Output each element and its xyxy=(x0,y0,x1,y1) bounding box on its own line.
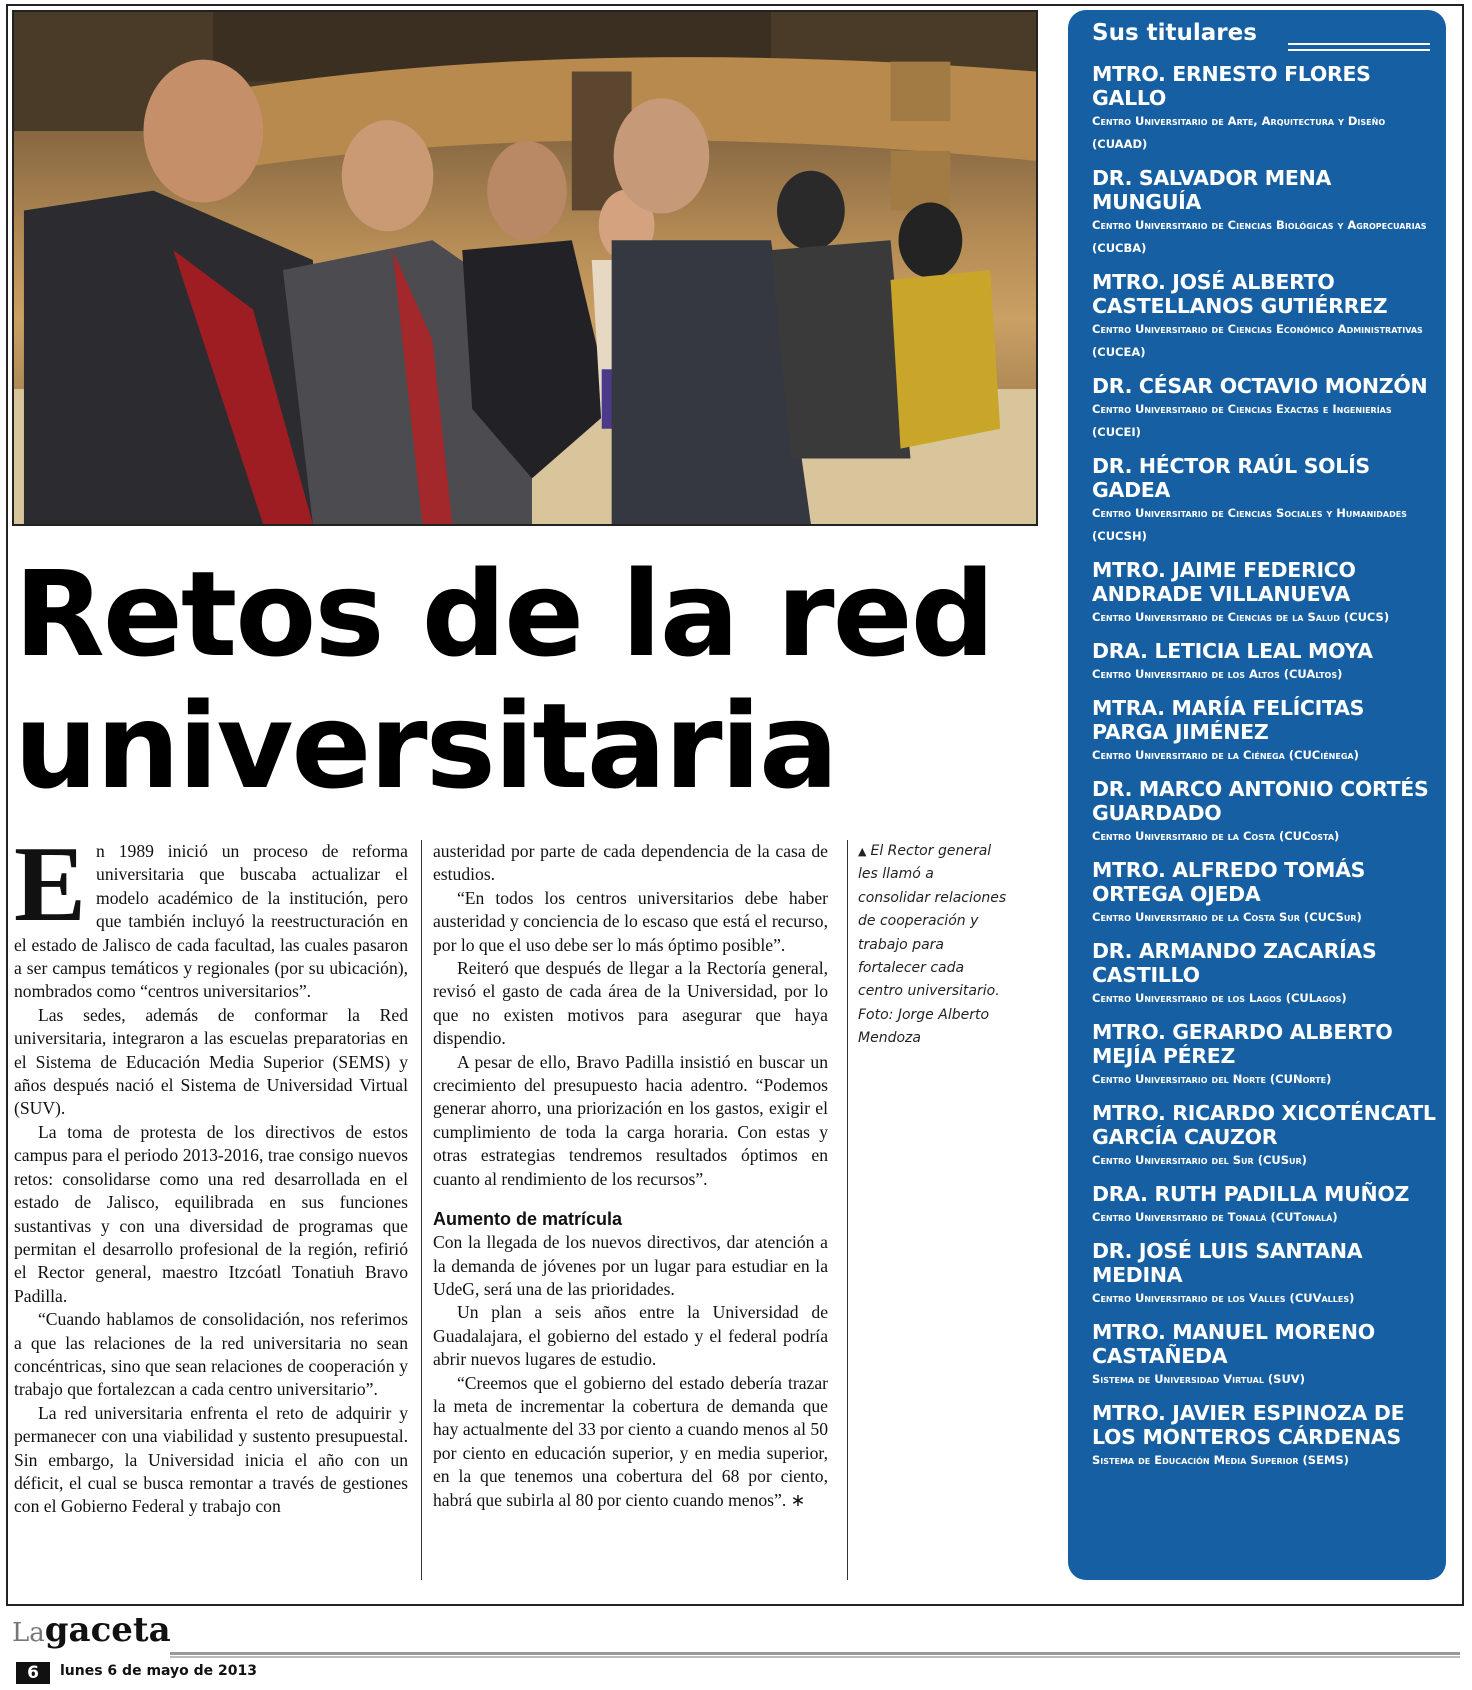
sidebar-entry xyxy=(1092,1182,1446,1229)
center-name: Centro Universitario de Ciencias Económico Administrativas (CUCEA) xyxy=(1092,322,1423,359)
sidebar-entry xyxy=(1092,777,1446,848)
headline xyxy=(14,545,1034,815)
sidebar-entry xyxy=(1092,374,1446,444)
sidebar-entry xyxy=(1092,1101,1446,1172)
article-paragraph: “Cuando hablamos de consolidación, nos referimos a que las relaciones de la red universitaria no sean concéntricas, sino que sean relaciones de cooperación y trabajo que fortalezcan a cada centro universitario”. xyxy=(14,1309,408,1400)
article-paragraph: La red universitaria enfrenta el reto de adquirir y permanecer con una viabilidad y sustento presupuestal. Sin embargo, la Universidad inicia el año con un déficit, el cual se busca remontar a través de gestiones con el Gobierno Federal y trabajo con xyxy=(14,1402,408,1517)
caption-text: El Rector general les llamó a consolidar relaciones de cooperación y trabajo para fortalecer cada centro universitario. Foto: Jorge Alberto Mendoza xyxy=(858,843,1007,1047)
director-name: MTRA. MARÍA FELÍCITAS PARGA JIMÉNEZ xyxy=(1092,696,1365,744)
center-name: Centro Universitario de los Valles (CUValles) xyxy=(1092,1291,1355,1305)
page-number: 6 xyxy=(16,1662,50,1684)
sidebar-entry-list xyxy=(1092,62,1446,1472)
article-paragraph: Un plan a seis años entre la Universidad de Guadalajara, el gobierno del estado y el federal podría abrir nuevos lugares de estudio. xyxy=(433,1302,828,1370)
center-name: Centro Universitario de Arte, Arquitectura y Diseño (CUAAD) xyxy=(1092,114,1386,151)
article-subhead: Aumento de matrícula xyxy=(433,1209,623,1230)
sidebar-entry xyxy=(1092,270,1446,364)
center-name: Centro Universitario de Ciencias Exactas e Ingenierías (CUCEI) xyxy=(1092,402,1392,439)
sidebar-entry xyxy=(1092,858,1446,929)
sidebar-entry xyxy=(1092,939,1446,1010)
center-name: Centro Universitario de la Ciénega (CUCiénega) xyxy=(1092,748,1359,762)
center-name: Centro Universitario de la Costa Sur (CUCSur) xyxy=(1092,910,1362,924)
sidebar-entry xyxy=(1092,1401,1446,1472)
article-column-2 xyxy=(433,840,828,1512)
article-paragraph: Las sedes, además de conformar la Red universitaria, integraron a las escuelas preparatorias en el Sistema de Educación Media Superior (SEMS) y años después nació el Sistema de Universidad Virtual (SUV). xyxy=(14,1004,408,1119)
sidebar-entry xyxy=(1092,639,1446,686)
footer-rule xyxy=(170,1652,1460,1658)
director-name: DR. CÉSAR OCTAVIO MONZÓN xyxy=(1092,374,1428,398)
page-footer xyxy=(12,1610,1460,1683)
center-name: Centro Universitario de Tonalá (CUTonalá) xyxy=(1092,1210,1338,1224)
center-name: Centro Universitario de los Lagos (CULagos) xyxy=(1092,991,1347,1005)
director-name: MTRO. ERNESTO FLORES GALLO xyxy=(1092,62,1371,110)
article-photo xyxy=(12,10,1038,526)
article-column-1 xyxy=(14,825,408,1519)
article-paragraph: n 1989 inició un proceso de reforma universitaria que buscaba actualizar el modelo académico de la institución, pero que también incluyó la reestructuración en el estado de Jalisco de cada facultad, las cuales pasaron a ser campus temáticos y regionales (por su ubicación), nombrados como “centros universitarios”. xyxy=(14,841,408,1002)
center-name: Sistema de Universidad Virtual (SUV) xyxy=(1092,1372,1305,1386)
sidebar-entry xyxy=(1092,1320,1446,1391)
director-name: DRA. LETICIA LEAL MOYA xyxy=(1092,639,1373,663)
center-name: Centro Universitario de los Altos (CUAltos) xyxy=(1092,667,1343,681)
photo-caption xyxy=(858,840,1008,1051)
sidebar-entry xyxy=(1092,1020,1446,1091)
sidebar-entry xyxy=(1092,454,1446,548)
issue-date: lunes 6 de mayo de 2013 xyxy=(60,1663,258,1679)
headline-line-1: Retos de la red xyxy=(14,545,994,683)
article-paragraph: austeridad por parte de cada dependencia de la casa de estudios. xyxy=(433,841,828,885)
gaceta-logo: Lagaceta xyxy=(12,1610,171,1650)
director-name: MTRO. JAIME FEDERICO ANDRADE VILLANUEVA xyxy=(1092,558,1356,606)
article-paragraph: “En todos los centros universitarios debe haber austeridad y conciencia de lo escaso que está el recurso, por lo que el uso debe ser lo más óptimo posible”. xyxy=(433,887,828,955)
director-name: MTRO. MANUEL MORENO CASTAÑEDA xyxy=(1092,1320,1375,1368)
sidebar-title: Sus titulares xyxy=(1092,18,1446,52)
column-divider xyxy=(847,840,848,1580)
article-paragraph: Reiteró que después de llegar a la Rectoría general, revisó el gasto de cada área de la Universidad, por lo que no existen motivos para asegurar que haya dispendio. xyxy=(433,958,828,1049)
column-divider xyxy=(421,840,422,1580)
center-name: Centro Universitario de Ciencias de la Salud (CUCS) xyxy=(1092,610,1390,624)
sidebar-entry xyxy=(1092,696,1446,767)
center-name: Centro Universitario de Ciencias Sociales y Humanidades (CUCSH) xyxy=(1092,506,1407,543)
director-name: DR. ARMANDO ZACARÍAS CASTILLO xyxy=(1092,939,1377,987)
sidebar-entry xyxy=(1092,166,1446,260)
director-name: MTRO. JOSÉ ALBERTO CASTELLANOS GUTIÉRREZ xyxy=(1092,270,1388,318)
center-name: Centro Universitario del Sur (CUSur) xyxy=(1092,1153,1307,1167)
sidebar-entry xyxy=(1092,62,1446,156)
sidebar-entry xyxy=(1092,1239,1446,1310)
director-name: MTRO. JAVIER ESPINOZA DE LOS MONTEROS CÁRDENAS xyxy=(1092,1401,1405,1449)
director-name: DR. HÉCTOR RAÚL SOLÍS GADEA xyxy=(1092,454,1370,502)
director-name: MTRO. ALFREDO TOMÁS ORTEGA OJEDA xyxy=(1092,858,1366,906)
article-paragraph: A pesar de ello, Bravo Padilla insistió en buscar un crecimiento del presupuesto hacia adentro. “Podemos generar ahorro, una priorización en los gastos, exigir el cumplimiento de toda la carga horaria. Con estas y otras estrategias tendremos resultados óptimos en cuanto al rendimiento de los recursos”. xyxy=(433,1051,828,1189)
article-paragraph: “Creemos que el gobierno del estado debería trazar la meta de incrementar la cobertura de demanda que hay actualmente del 33 por ciento a cuando menos al 50 por ciento en educación superior, y en media superior, en la que tenemos una cobertura del 68 por ciento, habrá que subirla al 80 por ciento cuando menos”. ∗ xyxy=(433,1372,828,1510)
center-name: Centro Universitario de Ciencias Biológicas y Agropecuarias (CUCBA) xyxy=(1092,218,1427,255)
director-name: MTRO. GERARDO ALBERTO MEJÍA PÉREZ xyxy=(1092,1020,1393,1068)
triangle-up-icon: ▲ xyxy=(858,845,867,858)
director-name: MTRO. RICARDO XICOTÉNCATL GARCÍA CAUZOR xyxy=(1092,1101,1436,1149)
director-name: DR. JOSÉ LUIS SANTANA MEDINA xyxy=(1092,1239,1363,1287)
director-name: DR. MARCO ANTONIO CORTÉS GUARDADO xyxy=(1092,777,1429,825)
director-name: DR. SALVADOR MENA MUNGUÍA xyxy=(1092,166,1332,214)
article-paragraph: La toma de protesta de los directivos de estos campus para el periodo 2013-2016, trae consigo nuevos retos: consolidarse como una red desarrollada en el estado de Jalisco, equilibrada en sus funciones sustantivas y con una diversidad de programas que permitan el desarrollo profesional de la región, refirió el Rector general, maestro Itzcóatl Tonatiuh Bravo Padilla. xyxy=(14,1121,408,1306)
drop-cap: E xyxy=(14,825,87,944)
sidebar-entry xyxy=(1092,558,1446,629)
headline-line-2: universitaria xyxy=(14,677,837,815)
center-name: Centro Universitario del Norte (CUNorte) xyxy=(1092,1072,1332,1086)
sidebar-titulares xyxy=(1068,10,1446,1580)
director-name: DRA. RUTH PADILLA MUÑOZ xyxy=(1092,1182,1410,1206)
center-name: Sistema de Educación Media Superior (SEMS) xyxy=(1092,1453,1349,1467)
article-paragraph: Con la llegada de los nuevos directivos, dar atención a la demanda de jóvenes por un lugar para estudiar en la UdeG, será una de las prioridades. xyxy=(433,1232,828,1299)
center-name: Centro Universitario de la Costa (CUCosta) xyxy=(1092,829,1340,843)
